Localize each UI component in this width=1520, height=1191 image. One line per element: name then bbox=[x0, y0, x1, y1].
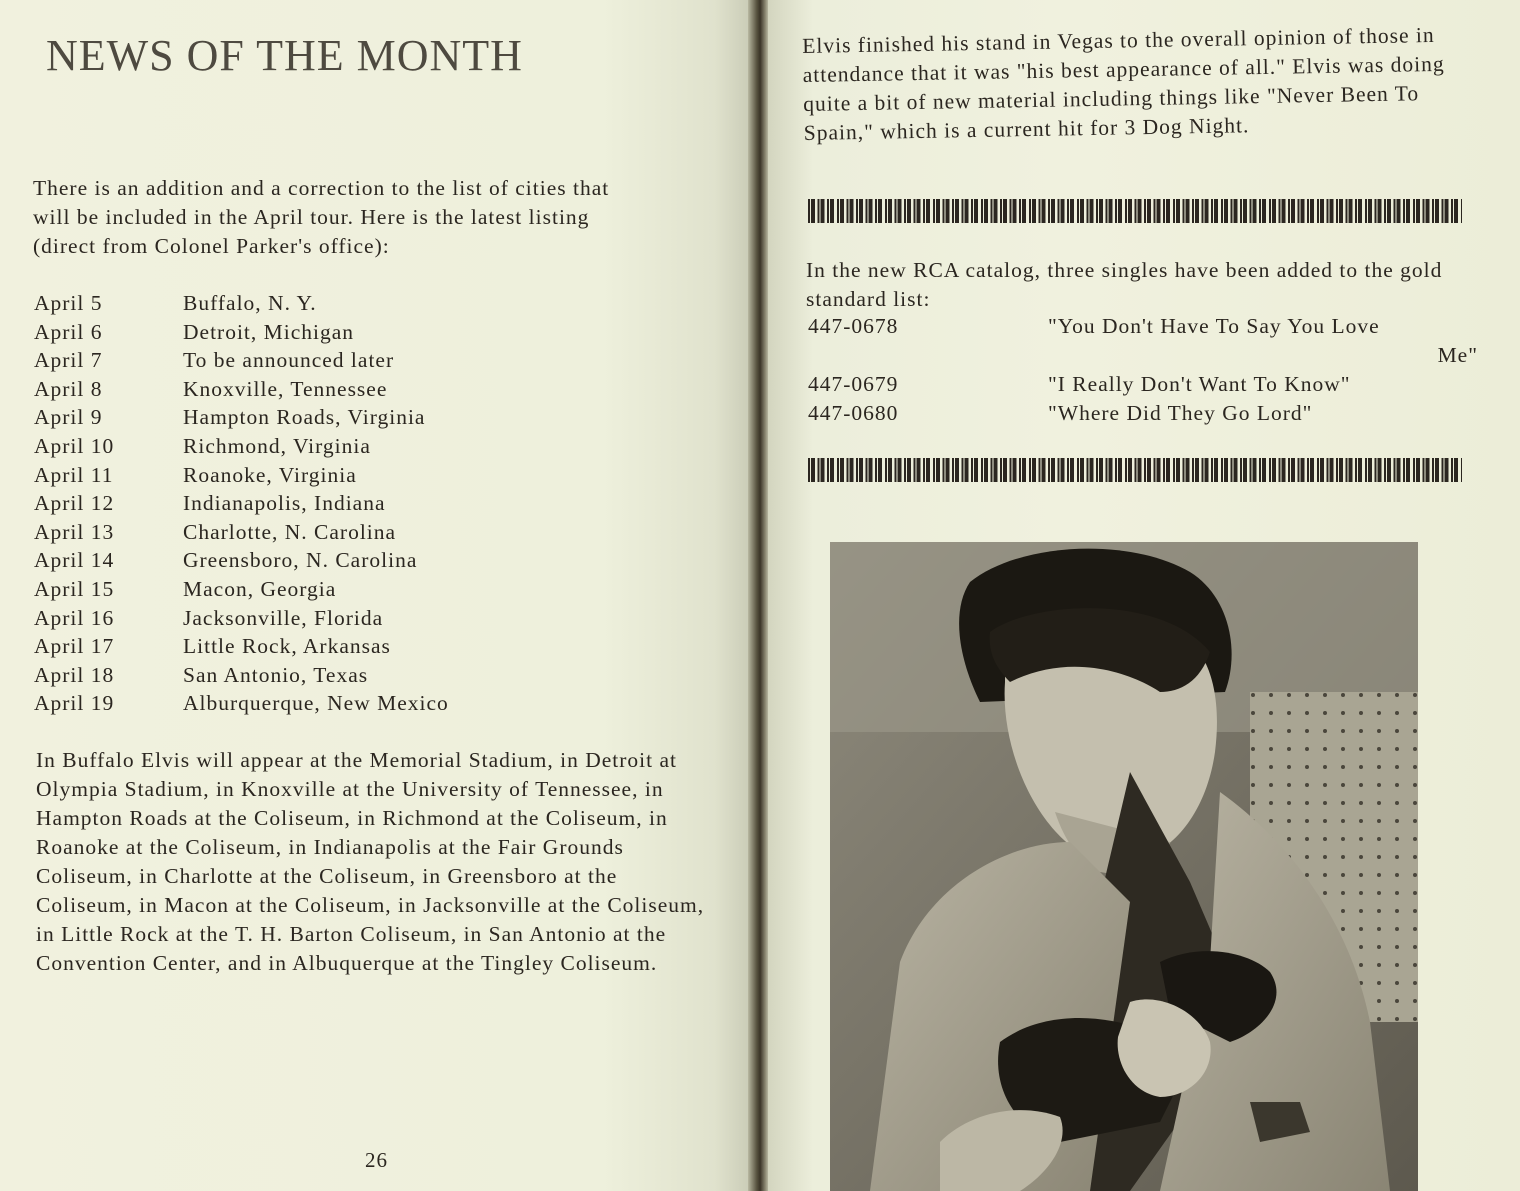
tour-intro-paragraph: There is an addition and a correction to the list of cities that will be included in the April tour. Here is the latest listing (direct from Colonel Parker's office): bbox=[33, 176, 610, 258]
page-title: NEWS OF THE MONTH bbox=[46, 31, 523, 80]
tour-date: April 15 bbox=[34, 576, 115, 601]
tour-city: Buffalo, N. Y. bbox=[183, 291, 317, 315]
tour-date: April 14 bbox=[34, 548, 115, 573]
tour-list-item bbox=[34, 461, 594, 490]
elvis-photo bbox=[830, 542, 1418, 1191]
tour-date: April 17 bbox=[34, 634, 115, 659]
tour-city: Detroit, Michigan bbox=[183, 319, 355, 344]
ornamental-divider bbox=[808, 199, 1462, 223]
tour-date: April 5 bbox=[34, 291, 103, 315]
tour-date: April 9 bbox=[34, 405, 103, 430]
single-row bbox=[808, 312, 1478, 370]
tour-list-item bbox=[34, 604, 594, 633]
tour-list-item bbox=[34, 546, 594, 575]
tour-city: Richmond, Virginia bbox=[183, 433, 371, 458]
tour-list-item bbox=[34, 432, 594, 461]
catalog-number: 447-0679 bbox=[808, 372, 899, 396]
tour-city: Charlotte, N. Carolina bbox=[183, 519, 397, 544]
catalog-number: 447-0680 bbox=[808, 401, 899, 425]
song-title-line: "You Don't Have To Say You Love bbox=[1048, 314, 1380, 338]
tour-city: Little Rock, Arkansas bbox=[183, 634, 391, 659]
tour-date: April 6 bbox=[34, 319, 103, 344]
vegas-paragraph: Elvis finished his stand in Vegas to the overall opinion of those in attendance that it was "his best appearance of all." Elvis was doing quite a bit of new material including things like "Never Been To Spain," which is a current hit for 3 Dog Night. bbox=[802, 22, 1445, 145]
tour-list-item bbox=[34, 661, 594, 690]
tour-list-item bbox=[34, 346, 594, 375]
tour-city: Indianapolis, Indiana bbox=[183, 491, 386, 516]
tour-list-item bbox=[34, 575, 594, 604]
venues-paragraph: In Buffalo Elvis will appear at the Memorial Stadium, in Detroit at Olympia Stadium, in Knoxville at the University of Tennessee, in Hampton Roads at the Coliseum, in Richmond at the Coliseum, in Roanoke at the Coliseum, in Indianapolis at the Fair Grounds Coliseum, in Charlotte at the Coliseum, in Greensboro at the Coliseum, in Macon at the Coliseum, in Jacksonville at the Coliseum, in Little Rock at the T. H. Barton Coliseum, in San Antonio at the Convention Center, and in Albuquerque at the Tingley Coliseum. bbox=[36, 748, 705, 975]
song-title bbox=[1048, 312, 1478, 370]
tour-list-item bbox=[34, 689, 594, 718]
tour-list-item bbox=[34, 375, 594, 404]
tour-city: San Antonio, Texas bbox=[183, 662, 369, 687]
tour-city: Jacksonville, Florida bbox=[183, 605, 384, 630]
ornamental-divider bbox=[808, 458, 1462, 482]
tour-date: April 12 bbox=[34, 491, 115, 516]
rca-catalog-paragraph: In the new RCA catalog, three singles have been added to the gold standard list: bbox=[806, 258, 1443, 311]
tour-list-item bbox=[34, 518, 594, 547]
tour-list-item bbox=[34, 289, 594, 318]
tour-city: Alburquerque, New Mexico bbox=[183, 691, 449, 716]
tour-date: April 18 bbox=[34, 662, 115, 687]
song-title: "Where Did They Go Lord" bbox=[1048, 401, 1313, 425]
tour-date: April 10 bbox=[34, 433, 115, 458]
tour-city: Roanoke, Virginia bbox=[183, 462, 357, 487]
song-title-continuation: Me" bbox=[1437, 343, 1478, 367]
tour-list-item bbox=[34, 318, 594, 347]
single-row bbox=[808, 399, 1478, 428]
tour-city: Greensboro, N. Carolina bbox=[183, 548, 418, 573]
tour-date: April 16 bbox=[34, 605, 115, 630]
song-title: "I Really Don't Want To Know" bbox=[1048, 372, 1351, 396]
tour-date: April 19 bbox=[34, 691, 115, 716]
tour-list-item bbox=[34, 632, 594, 661]
singles-list bbox=[808, 312, 1478, 428]
tour-date: April 8 bbox=[34, 376, 103, 401]
right-page bbox=[768, 0, 1520, 1191]
tour-date: April 11 bbox=[34, 462, 114, 487]
tour-city: Hampton Roads, Virginia bbox=[183, 405, 426, 430]
tour-city: To be announced later bbox=[183, 348, 395, 373]
single-row bbox=[808, 370, 1478, 399]
tour-list bbox=[34, 289, 594, 718]
tour-city: Knoxville, Tennessee bbox=[183, 376, 388, 401]
catalog-number: 447-0678 bbox=[808, 314, 899, 338]
tour-date: April 13 bbox=[34, 519, 115, 544]
tour-list-item bbox=[34, 489, 594, 518]
book-gutter bbox=[748, 0, 770, 1191]
tour-date: April 7 bbox=[34, 348, 103, 373]
page-number: 26 bbox=[365, 1148, 388, 1172]
photo-illustration bbox=[830, 542, 1418, 1191]
left-page bbox=[0, 0, 752, 1191]
tour-city: Macon, Georgia bbox=[183, 576, 337, 601]
tour-list-item bbox=[34, 403, 594, 432]
